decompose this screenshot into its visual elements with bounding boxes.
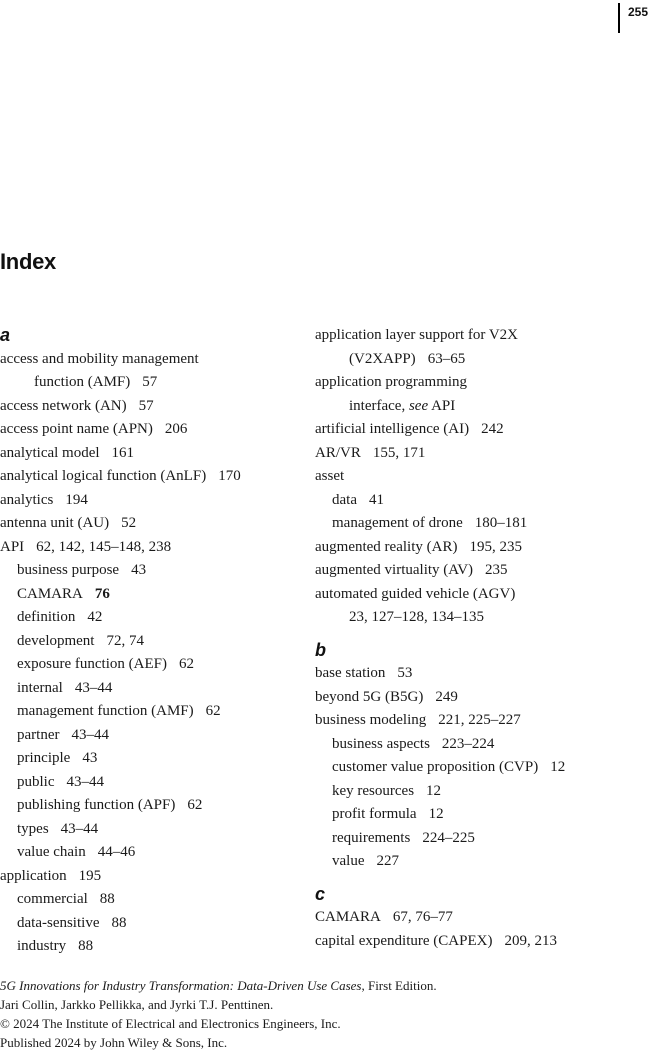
entry-pages: 223–224 — [441, 735, 495, 752]
entry-pages: 249 — [435, 688, 458, 705]
entry-term: API — [0, 538, 25, 555]
entry-pages: 43–44 — [66, 773, 104, 790]
index-subentry — [315, 827, 645, 851]
index-subentry — [315, 733, 645, 757]
index-subentry — [315, 512, 645, 536]
entry-term: definition — [17, 609, 76, 625]
index-subentry — [0, 653, 330, 677]
index-entry — [315, 662, 645, 686]
entry-term: augmented virtuality (AV) — [315, 562, 474, 578]
entry-pages: 43 — [131, 562, 147, 578]
footer-book-title: 5G Innovations for Industry Transformation: Data-Driven Use Cases — [0, 978, 362, 993]
footer-copyright: © 2024 The Institute of Electrical and Electronics Engineers, Inc. — [0, 1016, 341, 1031]
index-entry — [0, 371, 330, 395]
entry-term: antenna unit (AU) — [0, 515, 110, 531]
index-entry — [0, 536, 330, 560]
entry-term: access network (AN) — [0, 397, 127, 414]
entry-pages: 88 — [99, 891, 115, 907]
entry-term: application — [0, 867, 67, 884]
entry-pages: 53 — [397, 665, 413, 681]
index-subentry — [0, 700, 330, 724]
entry-pages: 62 — [178, 656, 194, 672]
entry-term: publishing function (APF) — [17, 797, 176, 813]
entry-pages: 62 — [205, 703, 221, 719]
entry-pages: 62 — [187, 797, 203, 813]
entry-pages: 209, 213 — [504, 932, 557, 949]
index-subentry — [315, 803, 645, 827]
index-subentry — [0, 912, 330, 936]
index-entry — [315, 709, 645, 733]
index-entry — [0, 512, 330, 536]
index-subentry — [315, 780, 645, 804]
entry-term: (V2XAPP) — [349, 350, 416, 367]
entry-term: function (AMF) — [34, 374, 131, 390]
entry-term: application layer support for V2X — [315, 327, 519, 343]
index-subentry — [0, 630, 330, 654]
footer-publisher: Published 2024 by John Wiley & Sons, Inc. — [0, 1035, 228, 1050]
entry-term: analytics — [0, 491, 54, 508]
entry-term: automated guided vehicle (AGV) — [315, 585, 516, 602]
index-subentry — [0, 771, 330, 795]
entry-pages: 88 — [111, 914, 127, 931]
index-subentry — [315, 489, 645, 513]
index-column-right — [315, 324, 645, 953]
entry-term: internal — [17, 679, 63, 696]
index-subentry — [0, 583, 330, 607]
entry-term: business purpose — [17, 562, 120, 578]
index-entry — [0, 395, 330, 419]
entry-term: application programming — [315, 374, 468, 390]
index-entry — [315, 906, 645, 930]
entry-term: principle — [17, 750, 71, 766]
entry-pages: 180–181 — [474, 515, 528, 531]
index-entry — [315, 930, 645, 954]
entry-term: requirements — [332, 829, 411, 846]
entry-pages: 57 — [142, 374, 158, 390]
index-subentry — [0, 794, 330, 818]
index-subentry — [0, 818, 330, 842]
entry-pages: 242 — [481, 421, 504, 437]
entry-term: public — [17, 773, 55, 790]
entry-pages: 57 — [138, 397, 154, 414]
index-subentry — [315, 850, 645, 874]
index-subentry — [0, 935, 330, 959]
entry-term: CAMARA — [315, 909, 381, 925]
section-letter-b: b — [315, 639, 326, 660]
entry-pages: 52 — [121, 515, 137, 531]
entry-term: management function (AMF) — [17, 703, 194, 719]
index-subentry — [0, 724, 330, 748]
entry-pages: 43–44 — [60, 820, 99, 837]
index-subentry — [0, 841, 330, 865]
section-letter-a: a — [0, 325, 11, 345]
index-subentry — [315, 756, 645, 780]
entry-term: key resources — [332, 782, 415, 799]
footer-authors: Jari Collin, Jarkko Pellikka, and Jyrki T.J. Penttinen. — [0, 997, 274, 1012]
entry-term: analytical model — [0, 444, 100, 461]
entry-term: interface, — [349, 397, 406, 414]
index-subentry — [0, 747, 330, 771]
index-entry — [315, 686, 645, 710]
entry-pages: 224–225 — [422, 829, 475, 846]
entry-pages: 67, 76–77 — [392, 909, 453, 925]
entry-term: augmented reality (AR) — [315, 538, 458, 555]
entry-term: access point name (APN) — [0, 421, 153, 437]
entry-term: customer value proposition (CVP) — [332, 759, 539, 775]
entry-pages: 12 — [426, 782, 442, 799]
section-letter-c: c — [315, 883, 326, 904]
index-entry — [0, 348, 330, 372]
entry-pages: 12 — [550, 759, 566, 775]
copyright-footer — [0, 976, 437, 1052]
see-reference: see — [408, 397, 429, 414]
entry-pages: 43 — [82, 750, 98, 766]
index-entry — [315, 583, 645, 607]
entry-pages: 206 — [164, 421, 188, 437]
entry-term: value chain — [17, 844, 86, 860]
entry-pages: 195 — [78, 867, 102, 884]
index-entry — [0, 865, 330, 889]
index-entry — [315, 536, 645, 560]
index-subentry — [0, 606, 330, 630]
index-entry — [315, 395, 645, 419]
entry-term: analytical logical function (AnLF) — [0, 468, 207, 484]
entry-term: access and mobility management — [0, 350, 199, 367]
index-entry — [0, 489, 330, 513]
entry-pages: 195, 235 — [469, 538, 522, 555]
page-number: 255 — [618, 3, 648, 33]
index-subentry — [0, 677, 330, 701]
entry-term: data-sensitive — [17, 914, 100, 931]
index-entry — [315, 606, 645, 630]
entry-pages: 41 — [368, 491, 384, 508]
entry-pages: 221, 225–227 — [438, 712, 521, 728]
entry-pages: 194 — [65, 491, 88, 508]
entry-pages: 63–65 — [427, 350, 466, 367]
entry-pages: 62, 142, 145–148, 238 — [36, 538, 172, 555]
entry-term: profit formula — [332, 806, 417, 822]
entry-pages: 72, 74 — [106, 632, 144, 649]
index-entry — [315, 418, 645, 442]
entry-pages: 43–44 — [71, 726, 109, 743]
index-entry — [315, 442, 645, 466]
entry-pages: 170 — [218, 468, 241, 484]
entry-pages: 23, 127–128, 134–135 — [349, 609, 484, 625]
entry-term: value — [332, 853, 365, 869]
entry-term: management of drone — [332, 515, 463, 531]
entry-pages: 235 — [485, 562, 508, 578]
entry-term: types — [17, 820, 49, 837]
entry-term: data — [332, 491, 357, 508]
entry-term: asset — [315, 468, 345, 484]
index-column-left — [0, 324, 330, 959]
index-entry — [315, 559, 645, 583]
entry-pages: 88 — [78, 938, 94, 954]
entry-pages: 161 — [111, 444, 135, 461]
entry-term: base station — [315, 665, 386, 681]
index-entry — [0, 418, 330, 442]
entry-term: artificial intelligence (AI) — [315, 421, 470, 437]
index-entry — [315, 371, 645, 395]
index-entry — [0, 442, 330, 466]
entry-pages: 12 — [428, 806, 444, 822]
index-title: Index — [0, 249, 56, 274]
entry-term: AR/VR — [315, 444, 361, 461]
index-entry — [0, 465, 330, 489]
entry-term: industry — [17, 938, 67, 954]
entry-term: CAMARA — [17, 585, 83, 602]
entry-term: development — [17, 632, 95, 649]
entry-term: business aspects — [332, 735, 430, 752]
index-entry — [315, 348, 645, 372]
index-entry — [315, 465, 645, 489]
entry-pages: 43–44 — [74, 679, 113, 696]
footer-edition: , First Edition. — [361, 978, 437, 993]
entry-pages: 76 — [94, 585, 110, 602]
entry-pages: 227 — [376, 853, 399, 869]
entry-term: commercial — [17, 891, 88, 907]
entry-pages: 44–46 — [97, 844, 136, 860]
entry-pages: 42 — [87, 609, 103, 625]
index-subentry — [0, 559, 330, 583]
footer-book-line — [0, 976, 437, 995]
entry-term: partner — [17, 726, 60, 743]
entry-pages: 155, 171 — [372, 444, 426, 461]
entry-term: capital expenditure (CAPEX) — [315, 932, 493, 949]
index-subentry — [0, 888, 330, 912]
see-target: API — [431, 397, 456, 414]
index-entry — [315, 324, 645, 348]
entry-term: exposure function (AEF) — [17, 656, 167, 672]
entry-term: business modeling — [315, 712, 427, 728]
entry-term: beyond 5G (B5G) — [315, 688, 424, 705]
